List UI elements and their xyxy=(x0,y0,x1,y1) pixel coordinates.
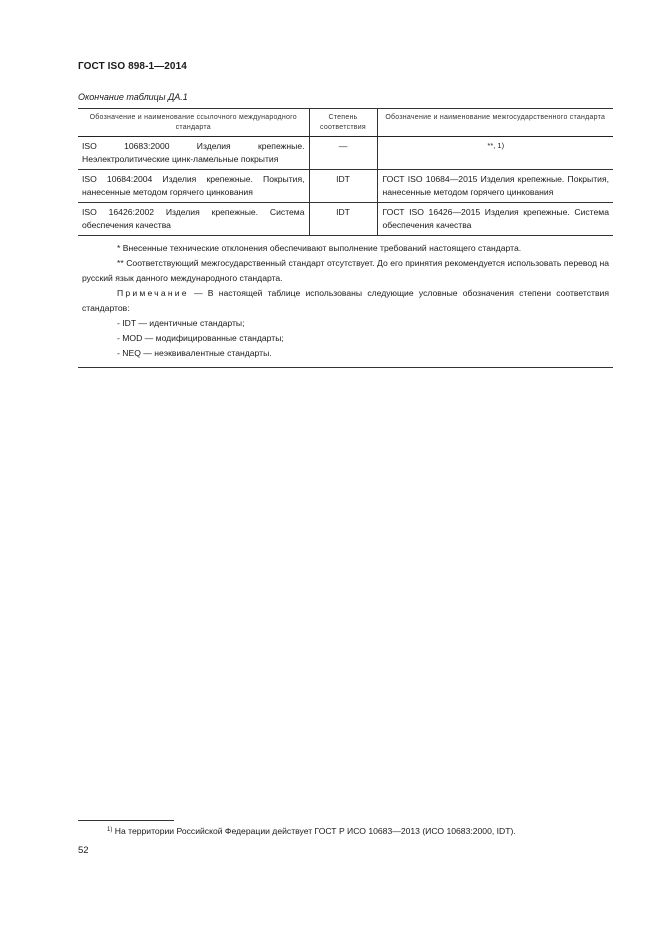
footnote-mark: **, 1) xyxy=(487,141,505,150)
table-notes xyxy=(78,236,613,368)
table-notes-row xyxy=(78,236,613,368)
note-double-star: ** Соответствующий межгосударственный стандарт отсутствует. До его принятия рекомендуется использовать перевод на русский язык данного международного стандарта. xyxy=(82,258,609,283)
table-row xyxy=(78,170,613,203)
page-number: 52 xyxy=(78,845,89,856)
column-header-interstate-standard: Обозначение и наименование межгосударственного стандарта xyxy=(377,109,613,137)
reference-standard-cell: ISO 16426:2002 Изделия крепежные. Система обеспечения качества xyxy=(78,203,309,236)
table-header-row xyxy=(78,109,613,137)
degree-cell: — xyxy=(309,137,377,170)
interstate-standard-cell: ГОСТ ISO 16426—2015 Изделия крепежные. Система обеспечения качества xyxy=(377,203,613,236)
degree-cell: IDT xyxy=(309,203,377,236)
degree-cell: IDT xyxy=(309,170,377,203)
footnote xyxy=(107,826,516,836)
note-single-star: * Внесенные технические отклонения обеспечивают выполнение требований настоящего стандарта. xyxy=(117,243,522,253)
column-header-degree: Степень соответствия xyxy=(309,109,377,137)
table-row xyxy=(78,137,613,170)
footnote-separator xyxy=(78,820,174,821)
reference-standard-cell: ISO 10683:2000 Изделия крепежные. Неэлектролитические цинк-ламельные покрытия xyxy=(78,137,309,170)
note-label: Примечание xyxy=(117,288,189,298)
reference-standard-cell: ISO 10684:2004 Изделия крепежные. Покрытия, нанесенные методом горячего цинкования xyxy=(78,170,309,203)
footnote-mark: 1) xyxy=(107,827,113,833)
list-item: - NEQ — неэквивалентные стандарты. xyxy=(117,348,272,358)
list-item: - MOD — модифицированные стандарты; xyxy=(117,333,284,343)
interstate-standard-cell: ГОСТ ISO 10684—2015 Изделия крепежные. Покрытия, нанесенные методом горячего цинкования xyxy=(377,170,613,203)
table-caption: Окончание таблицы ДА.1 xyxy=(78,92,188,102)
footnote-text: На территории Российской Федерации действует ГОСТ Р ИСО 10683—2013 (ИСО 10683:2000, IDT). xyxy=(112,826,516,836)
note-text: — В настоящей таблице использованы следующие условные обозначения степени соответствия стандартов: xyxy=(82,288,609,313)
note-paragraph xyxy=(82,286,609,316)
document-header: ГОСТ ISO 898-1—2014 xyxy=(78,61,187,72)
column-header-reference-standard: Обозначение и наименование ссылочного международного стандарта xyxy=(78,109,309,137)
interstate-standard-cell xyxy=(377,137,613,170)
list-item: - IDT — идентичные стандарты; xyxy=(117,318,245,328)
table-row xyxy=(78,203,613,236)
reference-standards-table xyxy=(78,108,613,368)
